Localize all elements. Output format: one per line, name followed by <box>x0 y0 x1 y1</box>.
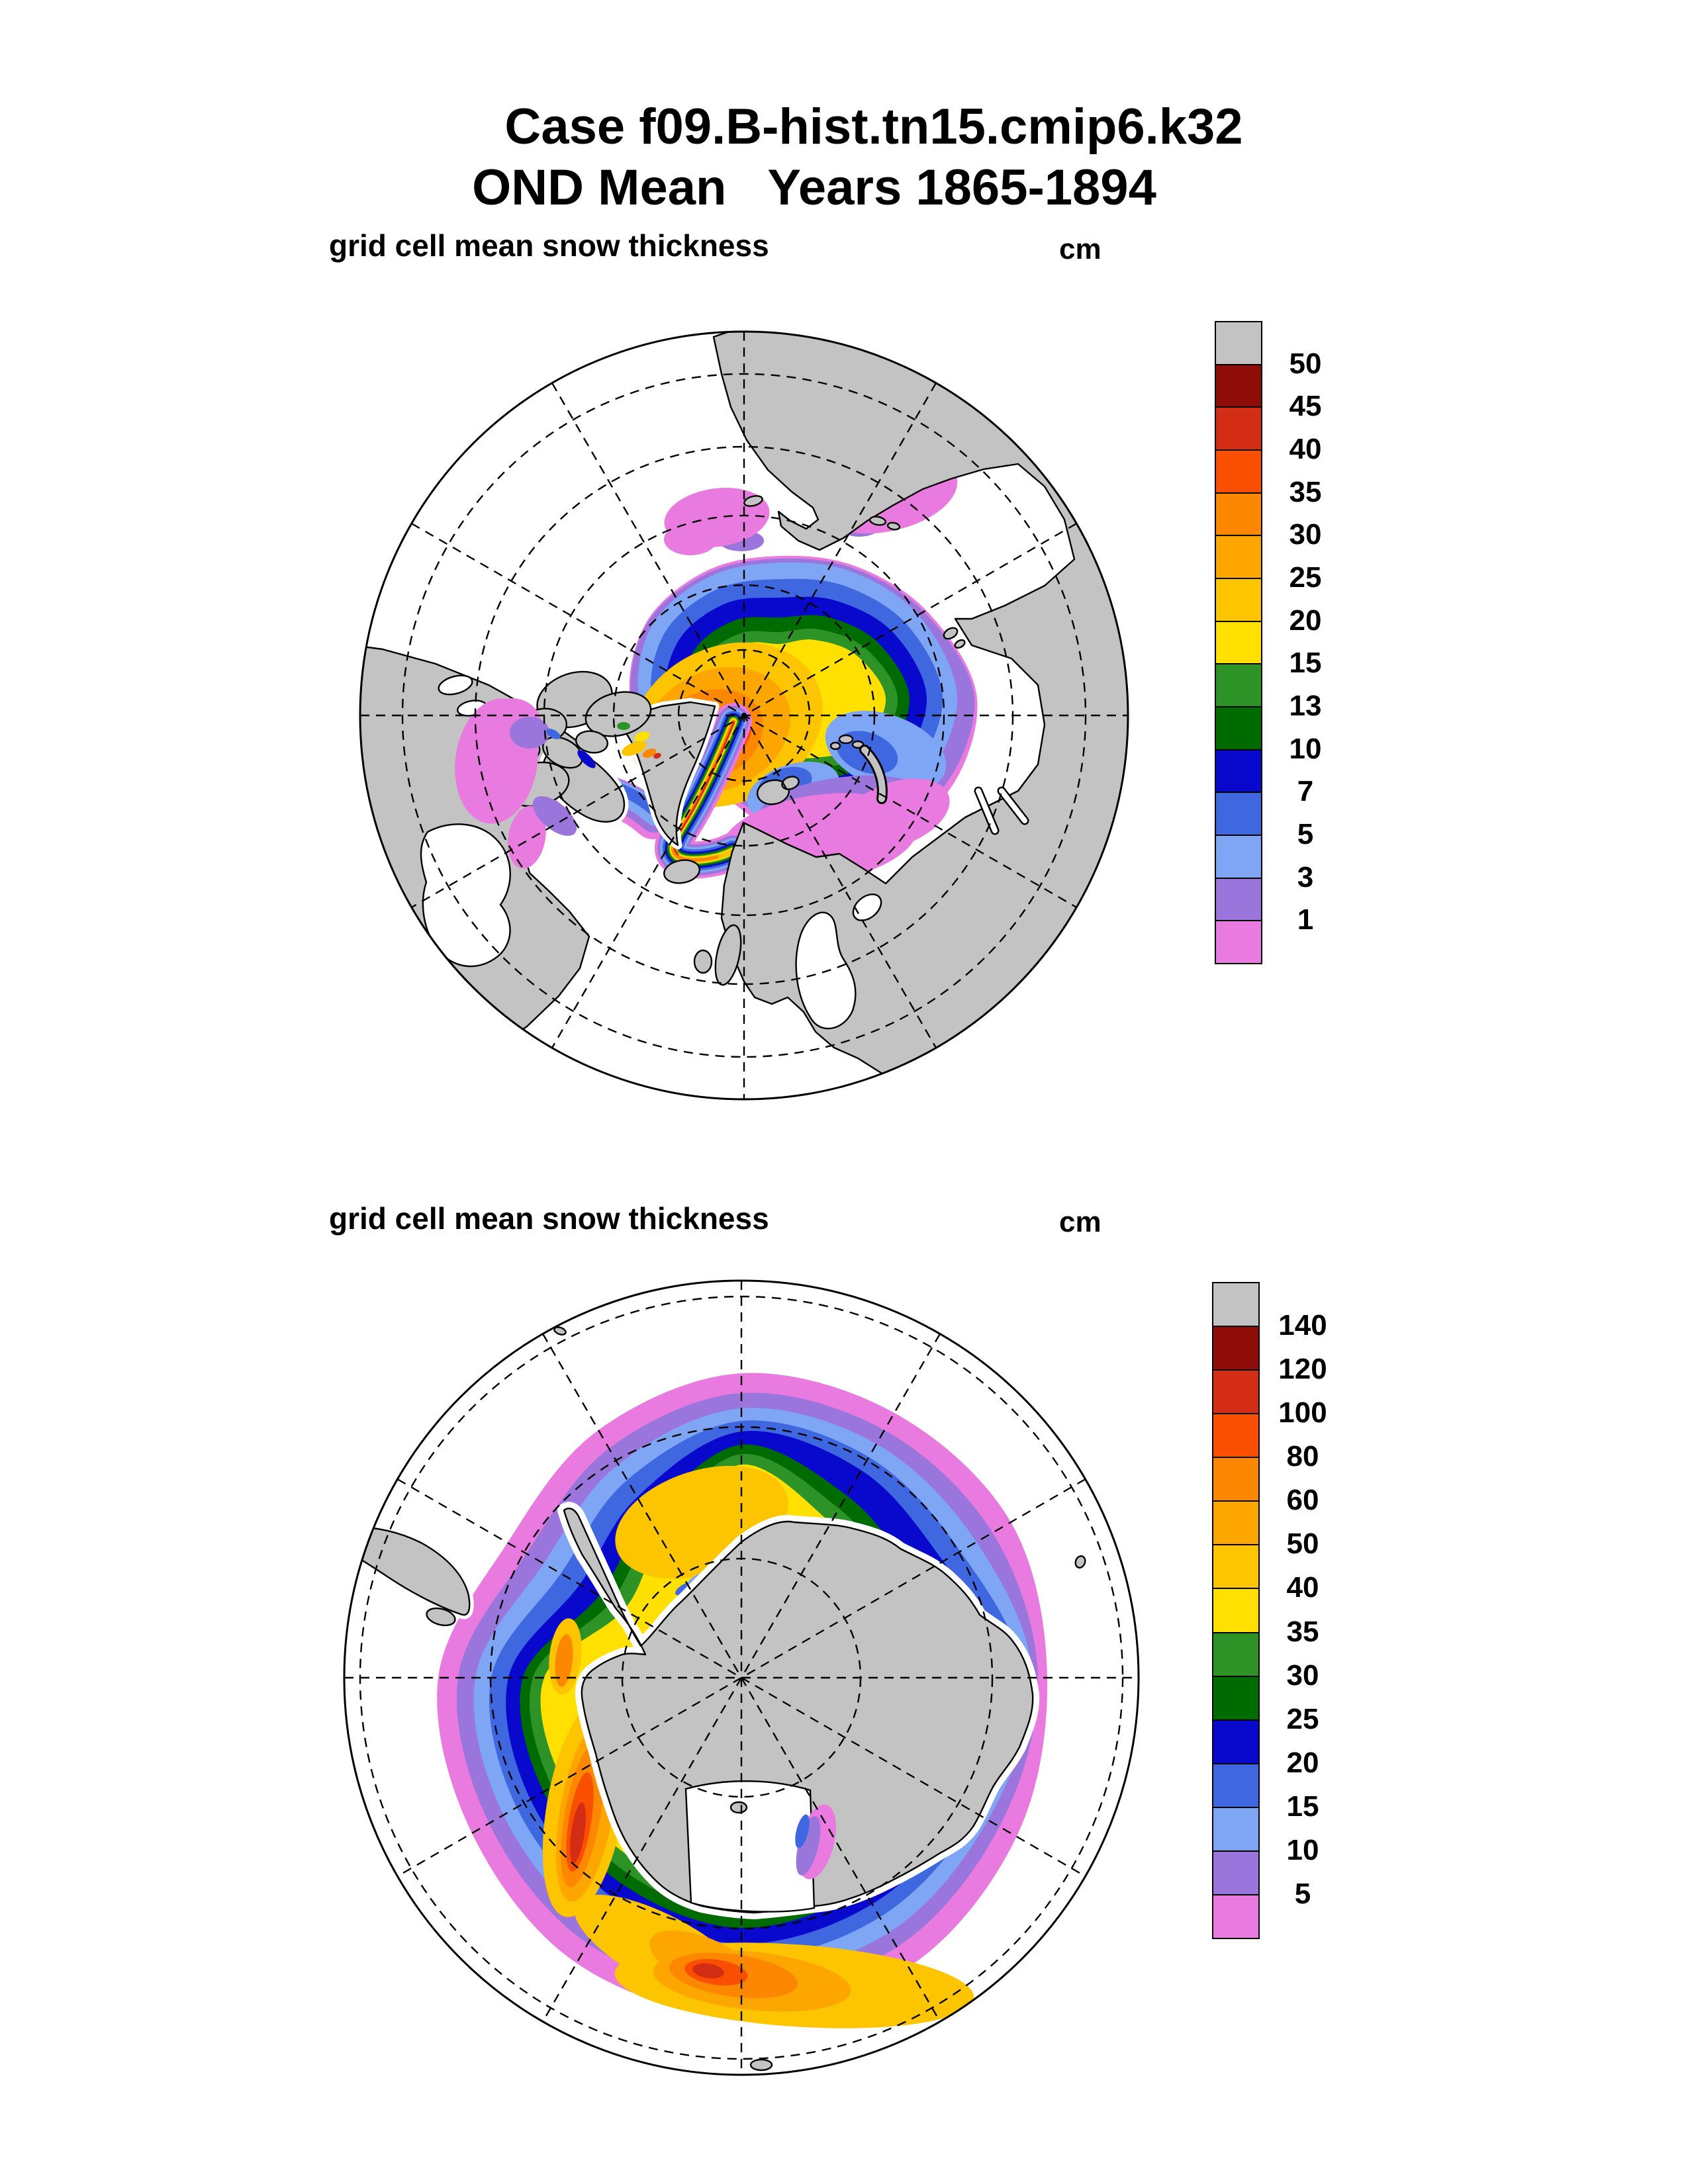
north-panel-label: grid cell mean snow thickness <box>329 228 769 263</box>
figure-title-line1: Case f09.B-hist.tn15.cmip6.k32 <box>504 99 1243 155</box>
colorbar-cell-gold <box>1212 1544 1260 1589</box>
colorbar-cell-magenta <box>1215 920 1262 964</box>
colorbar-tick-label: 10 <box>1289 732 1322 765</box>
colorbar-cell-gray-above-max-and-land <box>1215 321 1262 365</box>
colorbar-cell-orange <box>1215 492 1262 537</box>
colorbar-tick-label: 7 <box>1297 775 1314 808</box>
arctic-colorbar <box>1215 321 1322 963</box>
colorbar-cell-amber <box>1215 535 1262 579</box>
south-units-label: cm <box>1059 1206 1102 1238</box>
colorbar-tick-label: 35 <box>1289 475 1322 508</box>
figure-title-line2: OND Mean Years 1865-1894 <box>472 159 1156 216</box>
colorbar-tick-label: 30 <box>1286 1659 1319 1692</box>
colorbar-cell-blue <box>1212 1763 1260 1808</box>
colorbar-tick-label: 25 <box>1286 1702 1319 1735</box>
colorbar-tick-label: 15 <box>1286 1790 1319 1823</box>
ross-ice-shelf <box>686 1781 814 1911</box>
colorbar-cell-yellow <box>1212 1588 1260 1633</box>
colorbar-tick-label: 45 <box>1289 390 1322 423</box>
colorbar-tick-label: 35 <box>1286 1615 1319 1648</box>
colorbar-cell-orange-red <box>1215 449 1262 494</box>
colorbar-tick-label: 80 <box>1286 1440 1319 1473</box>
colorbar-tick-label: 140 <box>1278 1309 1327 1342</box>
colorbar-cell-dark-red <box>1212 1326 1260 1371</box>
colorbar-cell-orange <box>1212 1457 1260 1502</box>
colorbar-tick-label: 15 <box>1289 647 1322 680</box>
colorbar-tick-label: 25 <box>1289 561 1322 594</box>
colorbar-cell-gray-above-max-and-land <box>1212 1282 1260 1327</box>
colorbar-tick-label: 60 <box>1286 1484 1319 1517</box>
colorbar-cell-dark-blue <box>1215 749 1262 794</box>
colorbar-tick-label: 50 <box>1286 1527 1319 1561</box>
north-units-label: cm <box>1059 233 1102 265</box>
colorbar-cell-dark-green <box>1212 1676 1260 1721</box>
colorbar-tick-label: 40 <box>1286 1571 1319 1604</box>
colorbar-cell-green <box>1212 1632 1260 1677</box>
colorbar-tick-label: 5 <box>1294 1877 1311 1910</box>
colorbar-cell-magenta <box>1212 1894 1260 1939</box>
colorbar-tick-label: 40 <box>1289 433 1322 465</box>
colorbar-tick-label: 13 <box>1289 690 1322 722</box>
colorbar-cell-red <box>1215 406 1262 451</box>
colorbar-tick-label: 100 <box>1278 1396 1327 1430</box>
ireland <box>694 950 712 973</box>
colorbar-cell-dark-blue <box>1212 1719 1260 1764</box>
south-island-speck <box>751 2060 772 2070</box>
arctic-map <box>356 328 1132 1103</box>
colorbar-tick-label: 50 <box>1289 347 1322 380</box>
colorbar-tick-label: 20 <box>1289 604 1322 637</box>
colorbar-tick-label: 30 <box>1289 518 1322 551</box>
colorbar-cell-purple <box>1215 878 1262 922</box>
hudson-bay <box>421 824 510 966</box>
colorbar-cell-purple <box>1212 1850 1260 1895</box>
colorbar-cell-blue <box>1215 792 1262 836</box>
colorbar-cell-amber <box>1212 1500 1260 1545</box>
antarctic-map <box>342 1278 1141 2077</box>
colorbar-cell-dark-red <box>1215 364 1262 408</box>
antarctic-colorbar <box>1212 1282 1327 1938</box>
colorbar-cell-yellow <box>1215 621 1262 665</box>
colorbar-tick-label: 10 <box>1286 1833 1319 1866</box>
colorbar-tick-label: 20 <box>1286 1746 1319 1779</box>
colorbar-tick-label: 1 <box>1297 903 1314 936</box>
colorbar-cell-orange-red <box>1212 1413 1260 1458</box>
colorbar-tick-label: 120 <box>1278 1353 1327 1386</box>
colorbar-cell-red <box>1212 1369 1260 1414</box>
colorbar-cell-green <box>1215 663 1262 707</box>
colorbar-tick-label: 5 <box>1297 818 1314 850</box>
ross-island <box>731 1802 747 1813</box>
south-panel-label: grid cell mean snow thickness <box>329 1201 769 1236</box>
colorbar-cell-dark-green <box>1215 706 1262 751</box>
colorbar-cell-light-blue <box>1212 1807 1260 1852</box>
colorbar-cell-light-blue <box>1215 835 1262 879</box>
colorbar-tick-label: 3 <box>1297 860 1314 893</box>
colorbar-cell-gold <box>1215 578 1262 622</box>
